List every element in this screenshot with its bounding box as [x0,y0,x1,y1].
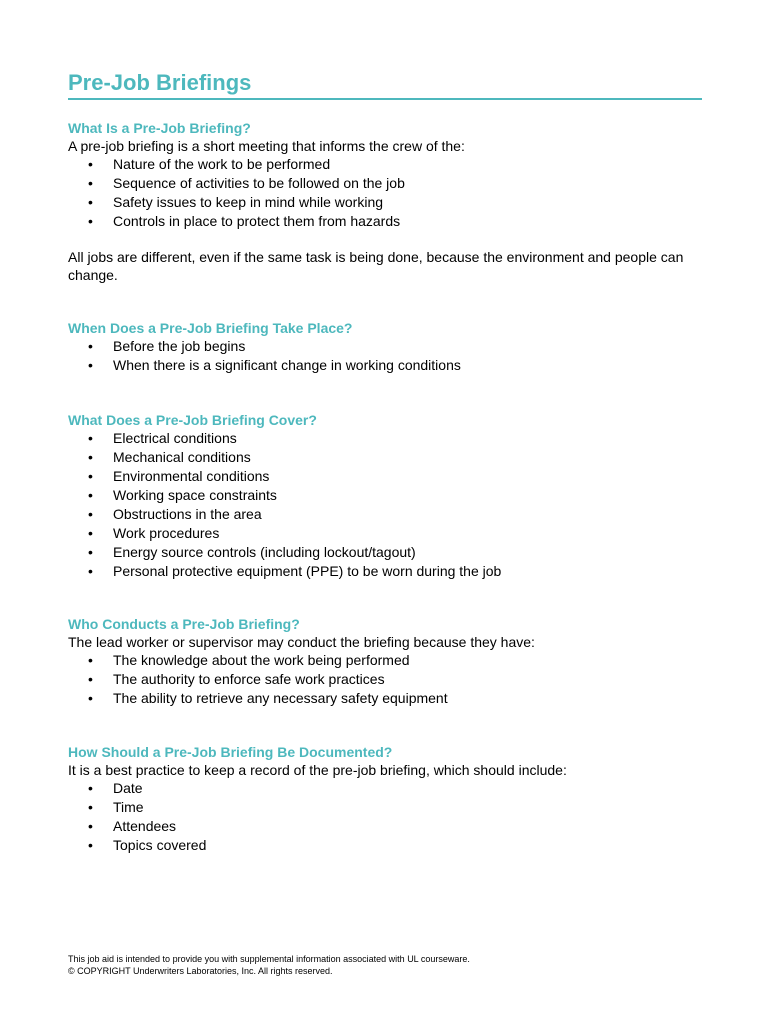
bullet-list [68,651,708,708]
bullet-icon: • [88,690,93,706]
bullet-list [68,337,708,375]
list-item: • Topics covered [88,837,207,853]
list-item: • Work procedures [88,525,220,541]
list-item: • Date [88,780,143,796]
bullet-list [68,429,708,581]
list-item: • Electrical conditions [88,430,237,446]
bullet-icon: • [88,525,93,541]
bullet-icon: • [88,799,93,815]
bullet-icon: • [88,156,93,172]
list-item: • Working space constraints [88,487,277,503]
list-item: • Personal protective equipment (PPE) to be worn during the job [88,563,502,579]
list-item: • The authority to enforce safe work practices [88,671,385,687]
section-intro: It is a best practice to keep a record of the pre-job briefing, which should include: [68,762,567,778]
bullet-icon: • [88,563,93,579]
bullet-icon: • [88,175,93,191]
bullet-icon: • [88,818,93,834]
section-note: All jobs are different, even if the same task is being done, because the environment and people can change. [68,249,684,283]
bullet-icon: • [88,544,93,560]
list-item: • Time [88,799,144,815]
section-heading: Who Conducts a Pre-Job Briefing? [68,616,300,632]
page-title: Pre-Job Briefings [68,70,252,95]
bullet-icon: • [88,837,93,853]
list-item: • The knowledge about the work being performed [88,652,410,668]
section-what-is [68,119,708,284]
list-item: • Sequence of activities to be followed on the job [88,175,405,191]
bullet-icon: • [88,652,93,668]
bullet-icon: • [88,357,93,373]
section-how-documented [68,743,708,855]
page-footer [68,953,470,977]
bullet-list [68,779,708,855]
bullet-icon: • [88,487,93,503]
section-heading: How Should a Pre-Job Briefing Be Documented? [68,744,393,760]
list-item: • Nature of the work to be performed [88,156,331,172]
bullet-icon: • [88,780,93,796]
footer-copyright: © COPYRIGHT Underwriters Laboratories, Inc. All rights reserved. [68,966,333,976]
list-item: • Mechanical conditions [88,449,251,465]
list-item: • Attendees [88,818,177,834]
list-item: • Safety issues to keep in mind while working [88,194,384,210]
list-item: • Before the job begins [88,338,246,354]
bullet-icon: • [88,213,93,229]
bullet-icon: • [88,194,93,210]
bullet-icon: • [88,338,93,354]
list-item: • When there is a significant change in working conditions [88,357,461,373]
bullet-icon: • [88,430,93,446]
section-what-cover [68,411,708,581]
list-item: • Obstructions in the area [88,506,262,522]
section-heading: When Does a Pre-Job Briefing Take Place? [68,320,353,336]
list-item: • Environmental conditions [88,468,270,484]
bullet-icon: • [88,449,93,465]
bullet-icon: • [88,506,93,522]
section-heading: What Does a Pre-Job Briefing Cover? [68,412,317,428]
section-who [68,615,708,708]
title-underline [68,98,702,100]
bullet-icon: • [88,468,93,484]
bullet-icon: • [88,671,93,687]
section-when [68,319,708,375]
bullet-list [68,155,708,231]
section-intro: The lead worker or supervisor may conduct the briefing because they have: [68,634,535,650]
section-intro: A pre-job briefing is a short meeting that informs the crew of the: [68,138,465,154]
section-heading: What Is a Pre-Job Briefing? [68,120,251,136]
footer-disclaimer: This job aid is intended to provide you with supplemental information associated with UL courseware. [68,954,470,964]
list-item: • Energy source controls (including lockout/tagout) [88,544,416,560]
list-item: • The ability to retrieve any necessary safety equipment [88,690,448,706]
list-item: • Controls in place to protect them from hazards [88,213,401,229]
